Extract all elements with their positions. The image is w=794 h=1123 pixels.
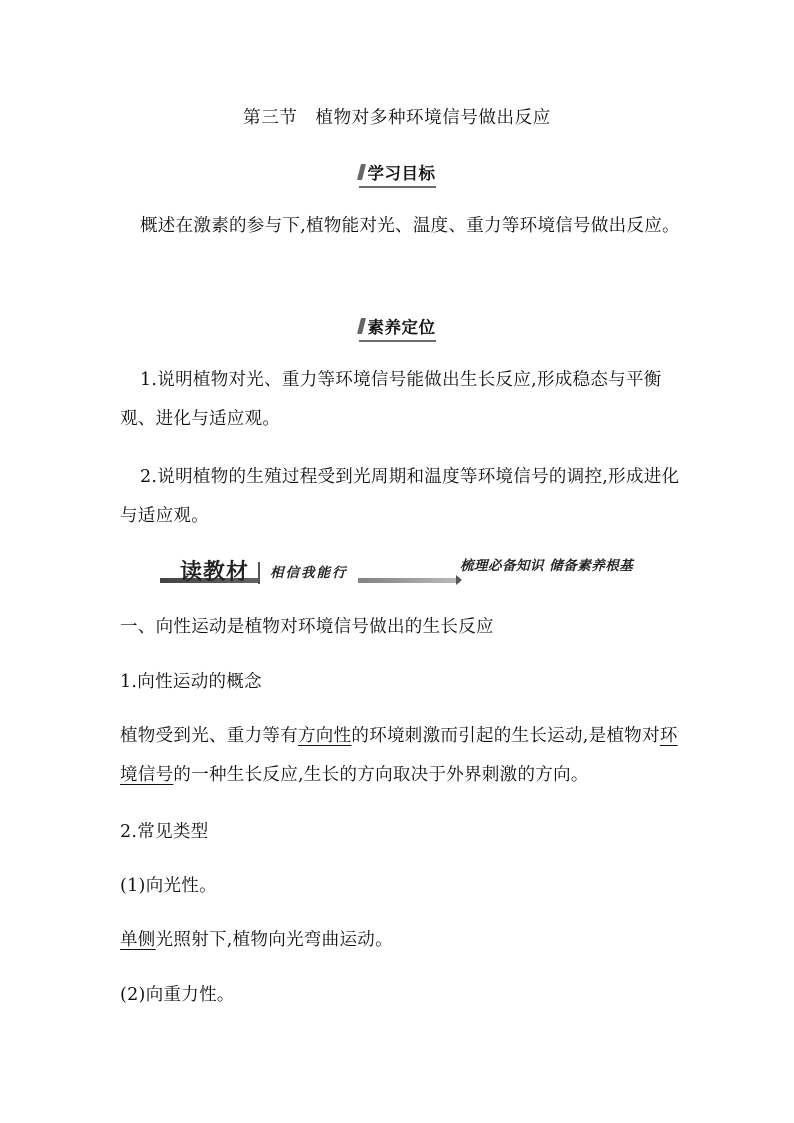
read-textbook-banner bbox=[160, 553, 640, 593]
literacy-item-1: 1.说明植物对光、重力等环境信号能做出生长反应,形成稳态与平衡观、进化与适应观。 bbox=[120, 370, 662, 429]
section-heading-1: 一、向性运动是植物对环境信号做出的生长反应 bbox=[120, 617, 494, 637]
literacy-heading: 素养定位 bbox=[0, 314, 794, 338]
learning-goals-text: 概述在激素的参与下,植物能对光、温度、重力等环境信号做出反应。 bbox=[140, 216, 680, 236]
banner-main-label: 读教材 bbox=[180, 560, 250, 585]
definition-paragraph: 植物受到光、重力等有方向性的环境刺激而引起的生长运动,是植物对环境信号的一种生长反应,生长的方向取决于外界刺激的方向。 bbox=[120, 726, 678, 785]
banner-sub-label: 相信我能行 bbox=[258, 562, 358, 584]
banner-slogan: 梳理必备知识 储备素养根基 bbox=[460, 558, 634, 574]
page-title: 第三节 植物对多种环境信号做出反应 bbox=[243, 108, 551, 128]
type-gravitropism: (2)向重力性。 bbox=[120, 985, 235, 1005]
underlined-term: 方向性 bbox=[298, 726, 352, 746]
section-heading-2: 1.向性运动的概念 bbox=[120, 672, 262, 692]
section-heading-3: 2.常见类型 bbox=[120, 822, 209, 842]
type-phototropism: (1)向光性。 bbox=[120, 876, 217, 896]
underlined-term: 环境信号 bbox=[120, 726, 678, 785]
literacy-item-2: 2.说明植物的生殖过程受到光周期和温度等环境信号的调控,形成进化与适应观。 bbox=[120, 467, 680, 526]
underlined-term: 单侧 bbox=[120, 930, 156, 950]
section-marker-icon bbox=[357, 318, 366, 334]
phototropism-description: 单侧光照射下,植物向光弯曲运动。 bbox=[120, 930, 393, 950]
banner-arrow-icon bbox=[456, 575, 462, 585]
section-marker-icon bbox=[357, 164, 366, 180]
learning-goals-heading: 学习目标 bbox=[0, 160, 794, 184]
